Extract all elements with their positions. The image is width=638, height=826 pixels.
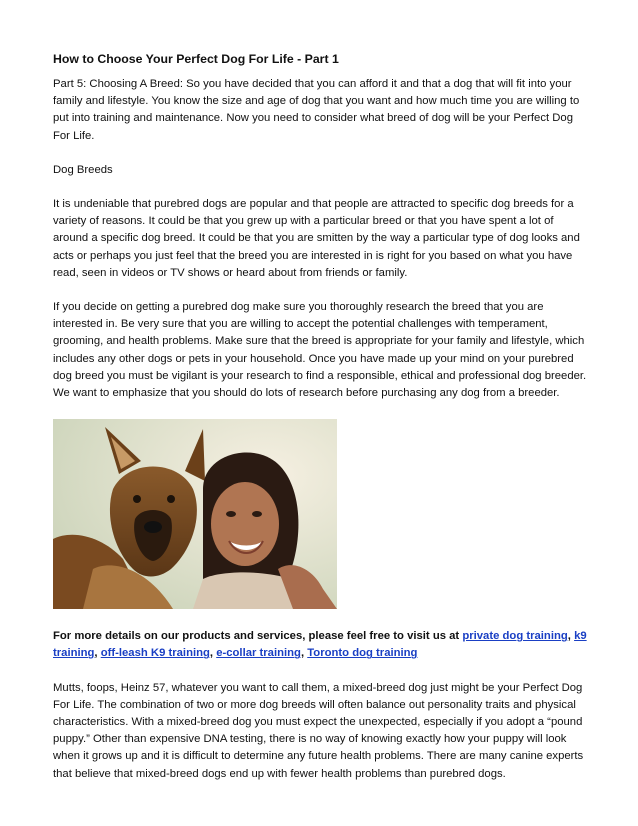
photo-illustration xyxy=(53,419,337,609)
promo-lead: For more details on our products and services, please feel free to visit us at xyxy=(53,630,463,643)
intro-paragraph: Part 5: Choosing A Breed: So you have decided that you can afford it and that a dog that will fit into your family and lifestyle. You know the size and age of dog that you want and how much time you are willing to put into training and maintenance. Now you need to consider what breed of dog will be your Perfect Dog For Life. xyxy=(53,78,580,142)
promo-paragraph xyxy=(53,628,588,662)
link-private-dog-training[interactable]: private dog training xyxy=(462,630,568,643)
dog-and-woman-photo xyxy=(53,419,337,609)
link-separator: , xyxy=(94,647,101,660)
document-body xyxy=(53,51,588,800)
link-separator: , xyxy=(209,647,217,660)
link-k9-training[interactable]: k9 training xyxy=(53,630,587,660)
link-toronto-dog-training[interactable]: Toronto dog training xyxy=(307,647,418,660)
link-separator: , xyxy=(300,647,308,660)
paragraph-purebred-popularity: It is undeniable that purebred dogs are popular and that people are attracted to specific dog breeds for a variety of reasons. It could be that you grew up with a particular breed or that you have spent a lot of around a specific dog breed. It could be that you are smitten by the way a particular type of dog looks and acts or perhaps you just feel that the breed you are interested in is right for you based on what you have read, seen in videos or TV shows or heard about from friends or family. xyxy=(53,198,580,279)
paragraph-purebred-research: If you decide on getting a purebred dog make sure you thoroughly research the breed that you are interested in. Be very sure that you are willing to accept the potential challenges with temperament, grooming, and health problems. Make sure that the breed is appropriate for your family and lifestyle, which includes any other dogs or pets in your household. Once you have made up your mind on your purebred dog breed you must be vigilant is your research to find a responsible, ethical and professional dog breeder. We want to emphasize that you should do lots of research before purchasing any dog from a breeder. xyxy=(53,301,587,400)
link-off-leash-k9-training[interactable]: off-leash K9 training xyxy=(100,647,210,660)
section-heading: Dog Breeds xyxy=(53,163,113,176)
page-title: How to Choose Your Perfect Dog For Life - Part 1 xyxy=(53,52,339,66)
link-e-collar-training[interactable]: e-collar training xyxy=(216,647,301,660)
paragraph-mixed-breed: Mutts, foops, Heinz 57, whatever you want to call them, a mixed-breed dog just might be your Perfect Dog For Life. The combination of two or more dog breeds will often balance out personality traits and physical characteristics. With a mixed-breed dog you must expect the unexpected, especially if you adopt a “pound puppy.” Other than expensive DNA testing, there is no way of knowing exactly how your puppy will look when it grows up and it is difficult to determine any future health problems. There are many canine experts that believe that mixed-breed dogs end up with fewer health problems than purebred dogs. xyxy=(53,681,584,780)
link-separator: , xyxy=(567,630,575,643)
